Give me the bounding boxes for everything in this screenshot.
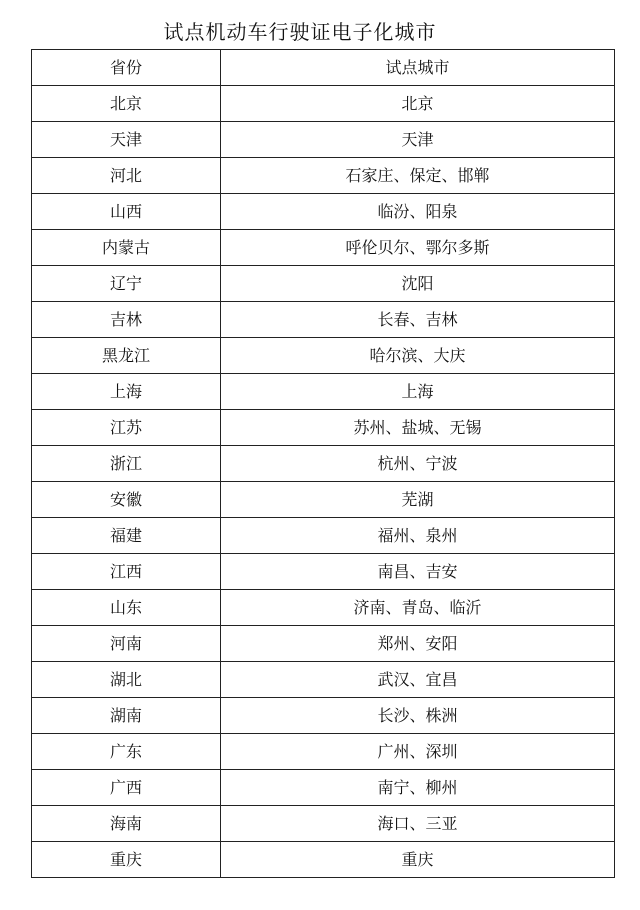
pilot-cities-cell: 临汾、阳泉 [221, 194, 615, 230]
pilot-cities-cell: 芜湖 [221, 482, 615, 518]
province-cell: 天津 [32, 122, 221, 158]
table-row [32, 122, 615, 158]
table-row [32, 590, 615, 626]
province-cell: 浙江 [32, 446, 221, 482]
province-cell: 湖北 [32, 662, 221, 698]
province-cell: 广西 [32, 770, 221, 806]
pilot-cities-cell: 济南、青岛、临沂 [221, 590, 615, 626]
table-row [32, 446, 615, 482]
province-cell: 江西 [32, 554, 221, 590]
table-row [32, 518, 615, 554]
pilot-cities-cell: 天津 [221, 122, 615, 158]
table-row [32, 158, 615, 194]
pilot-cities-cell: 武汉、宜昌 [221, 662, 615, 698]
table-row [32, 842, 615, 878]
pilot-cities-cell: 上海 [221, 374, 615, 410]
table-row [32, 554, 615, 590]
pilot-cities-cell: 呼伦贝尔、鄂尔多斯 [221, 230, 615, 266]
pilot-cities-cell: 重庆 [221, 842, 615, 878]
province-cell: 山东 [32, 590, 221, 626]
table-row [32, 662, 615, 698]
pilot-cities-cell: 杭州、宁波 [221, 446, 615, 482]
pilot-cities-cell: 石家庄、保定、邯郸 [221, 158, 615, 194]
province-cell: 湖南 [32, 698, 221, 734]
column-header-pilot-cities: 试点城市 [221, 50, 615, 86]
table-row [32, 194, 615, 230]
column-header-province: 省份 [32, 50, 221, 86]
province-cell: 上海 [32, 374, 221, 410]
province-cell: 北京 [32, 86, 221, 122]
pilot-cities-cell: 长沙、株洲 [221, 698, 615, 734]
pilot-cities-cell: 福州、泉州 [221, 518, 615, 554]
table-row [32, 374, 615, 410]
pilot-cities-cell: 哈尔滨、大庆 [221, 338, 615, 374]
province-cell: 河北 [32, 158, 221, 194]
pilot-cities-cell: 北京 [221, 86, 615, 122]
table-row [32, 482, 615, 518]
province-cell: 内蒙古 [32, 230, 221, 266]
province-cell: 安徽 [32, 482, 221, 518]
province-cell: 福建 [32, 518, 221, 554]
table-row [32, 806, 615, 842]
pilot-cities-cell: 郑州、安阳 [221, 626, 615, 662]
province-cell: 山西 [32, 194, 221, 230]
province-cell: 海南 [32, 806, 221, 842]
province-cell: 河南 [32, 626, 221, 662]
table-row [32, 410, 615, 446]
pilot-cities-cell: 苏州、盐城、无锡 [221, 410, 615, 446]
province-cell: 江苏 [32, 410, 221, 446]
table-row [32, 230, 615, 266]
table-row [32, 266, 615, 302]
province-cell: 吉林 [32, 302, 221, 338]
pilot-cities-cell: 南宁、柳州 [221, 770, 615, 806]
pilot-cities-cell: 南昌、吉安 [221, 554, 615, 590]
table-row [32, 626, 615, 662]
province-cell: 辽宁 [32, 266, 221, 302]
page-title: 试点机动车行驶证电子化城市 [163, 20, 437, 44]
province-cell: 黑龙江 [32, 338, 221, 374]
table-row [32, 734, 615, 770]
pilot-cities-cell: 沈阳 [221, 266, 615, 302]
pilot-cities-table [31, 49, 615, 878]
pilot-cities-cell: 海口、三亚 [221, 806, 615, 842]
table-row [32, 302, 615, 338]
province-cell: 广东 [32, 734, 221, 770]
pilot-cities-cell: 广州、深圳 [221, 734, 615, 770]
province-cell: 重庆 [32, 842, 221, 878]
table-row [32, 86, 615, 122]
table-body [32, 86, 615, 878]
table-row [32, 338, 615, 374]
table-row [32, 770, 615, 806]
table-row [32, 698, 615, 734]
pilot-cities-cell: 长春、吉林 [221, 302, 615, 338]
table-header-row [32, 50, 615, 86]
